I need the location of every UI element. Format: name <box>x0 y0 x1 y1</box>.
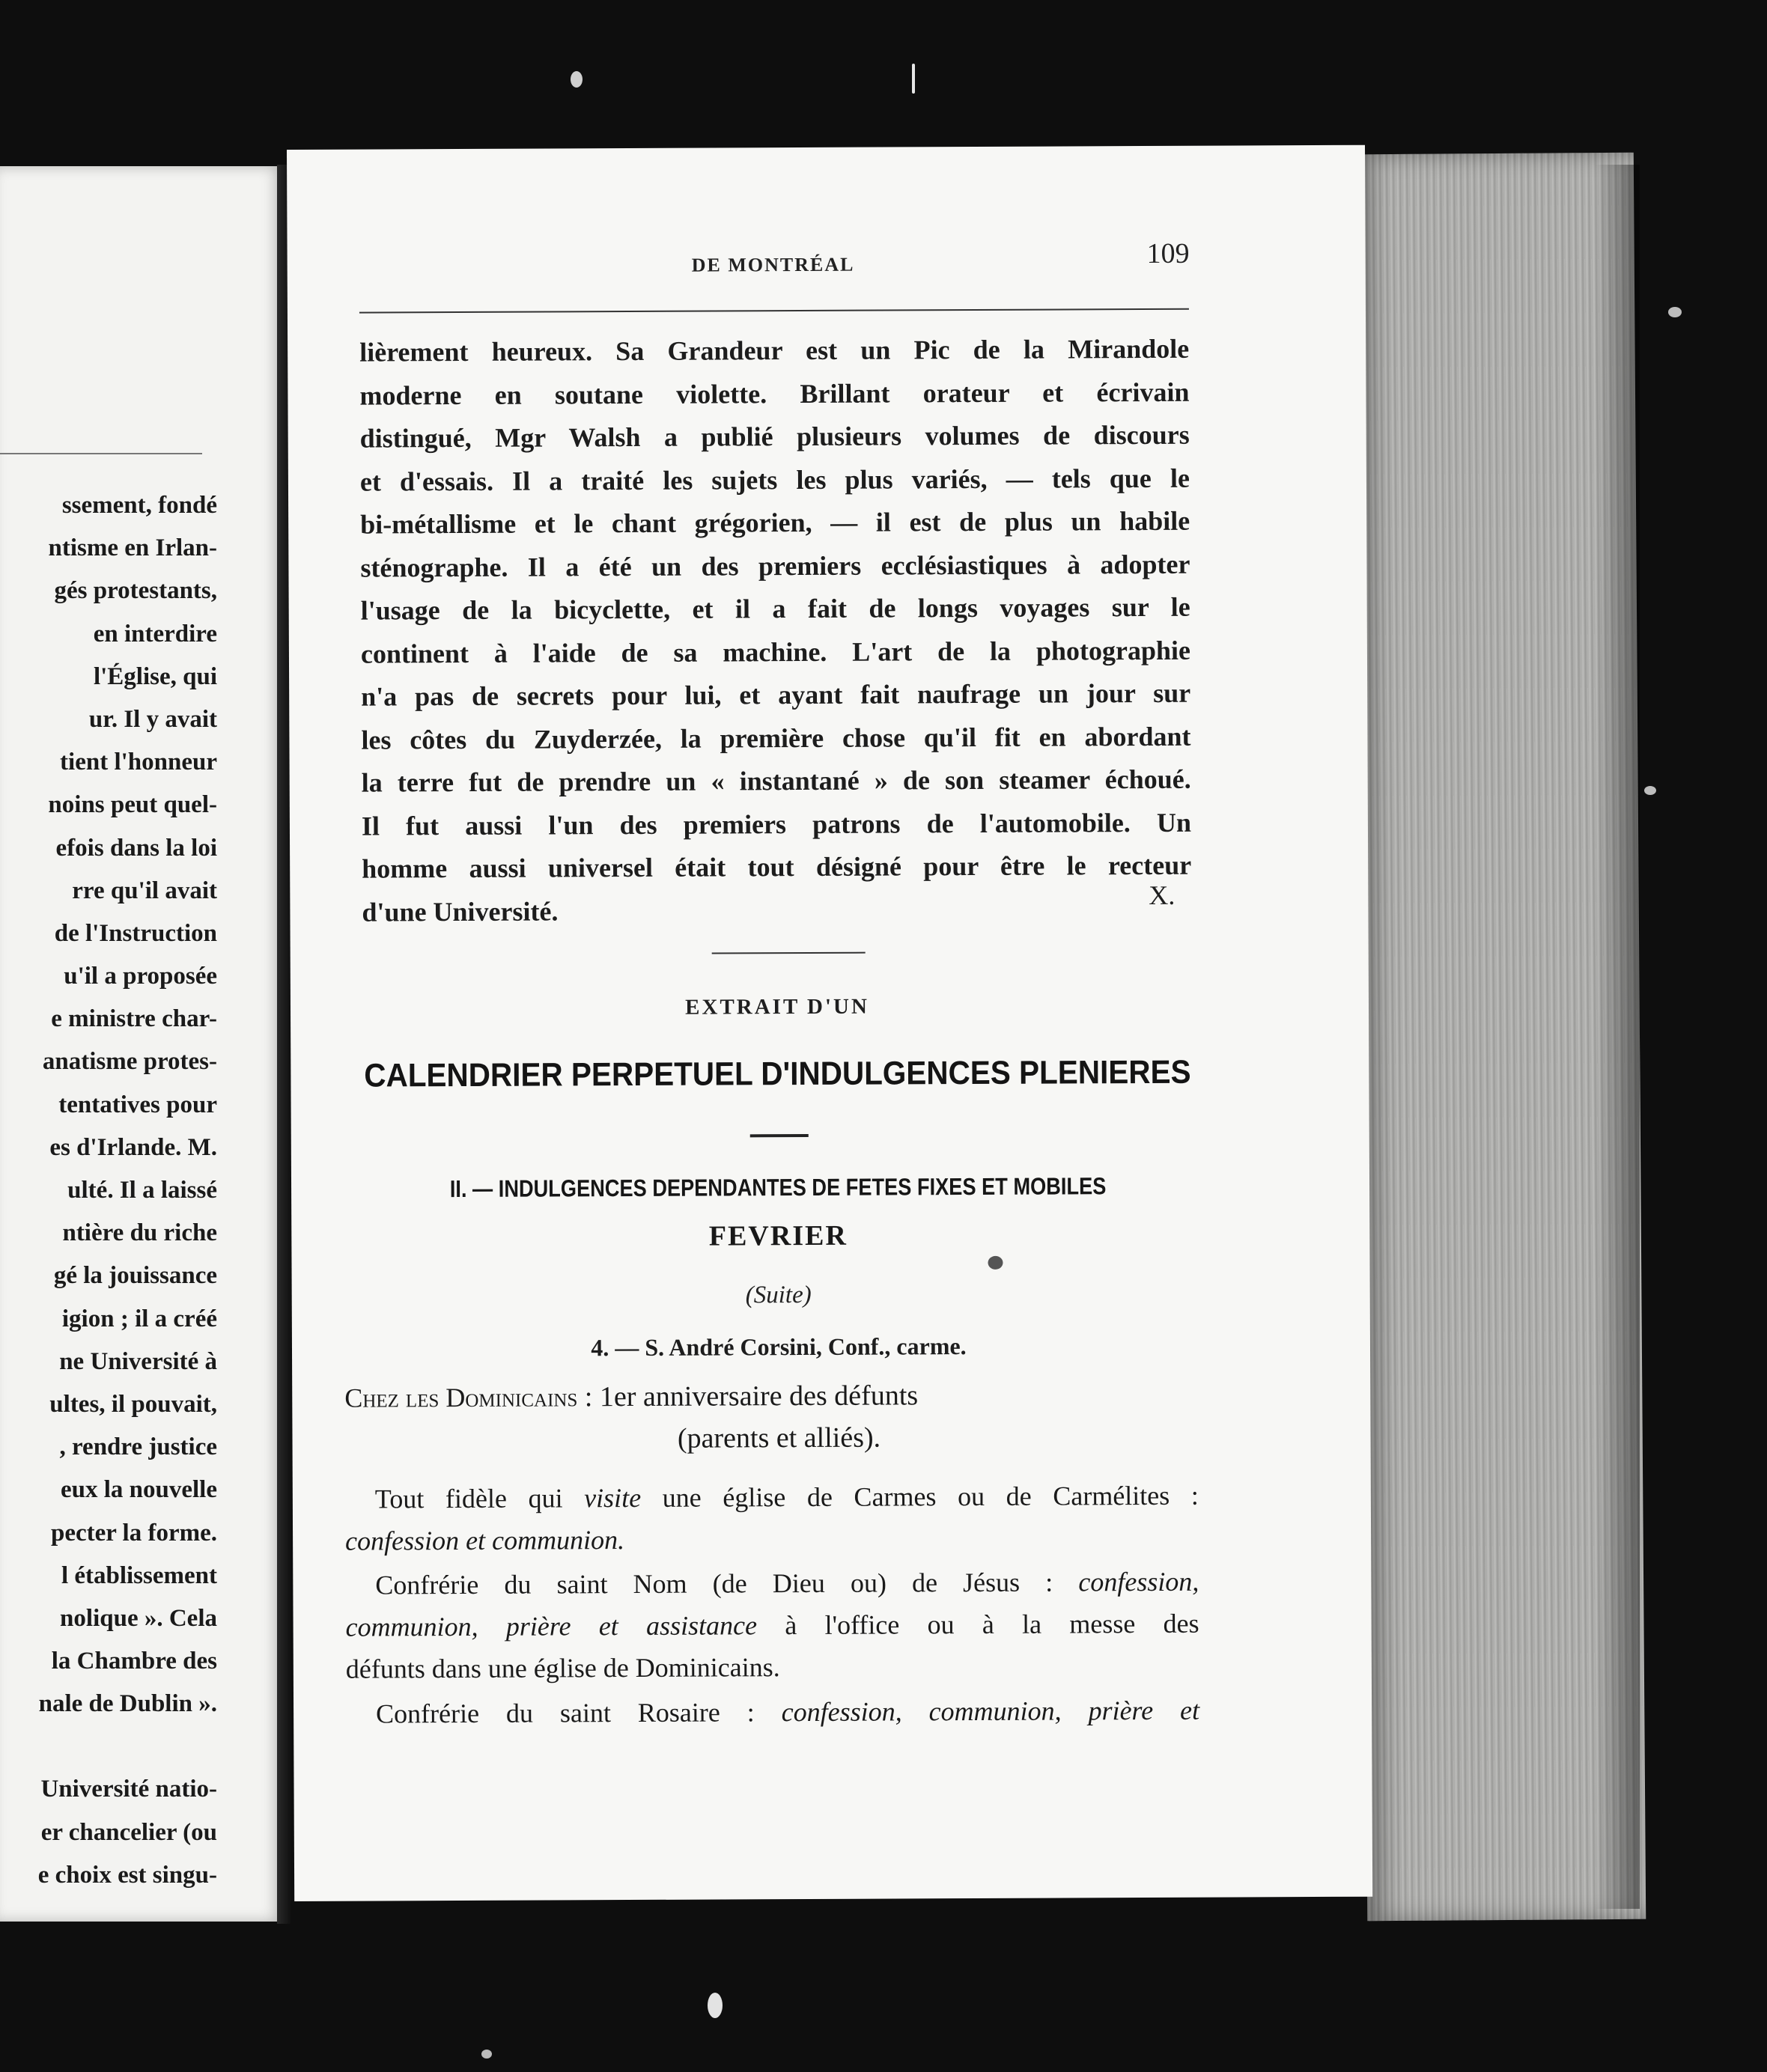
right-page <box>287 145 1372 1901</box>
left-page <box>0 166 283 1922</box>
paragraph-rosaire <box>346 1689 1199 1735</box>
left-line: , rendre justice <box>59 1433 217 1461</box>
text-run-italic: communion, prière et assistance <box>345 1610 758 1642</box>
left-line: ntière du riche <box>62 1219 217 1247</box>
paragraph-line <box>345 1475 1199 1520</box>
left-page-rule <box>0 453 202 454</box>
body-line: sténographe. Il a été un des premiers ecclésiastiques à adopter <box>360 549 1190 583</box>
left-line: nale de Dublin ». <box>38 1690 217 1718</box>
extract-heading: EXTRAIT D'UN <box>685 994 869 1020</box>
continued-note: (Suite) <box>745 1281 812 1309</box>
body-line: l'usage de la bicyclette, et il a fait de longs voyages sur le <box>360 591 1190 626</box>
dust-speck <box>912 64 915 94</box>
header-rule <box>359 308 1189 314</box>
text-run-italic: confession, communion, prière et <box>781 1695 1200 1728</box>
running-head: DE MONTRÉAL <box>691 253 855 276</box>
body-line: Il fut aussi l'un des premiers patrons de l'automobile. Un <box>361 807 1192 841</box>
dust-speck <box>571 71 583 88</box>
left-line: ne Université à <box>59 1347 217 1375</box>
feast-entry: 4. — S. André Corsini, Conf., carme. <box>591 1332 967 1362</box>
left-line: la Chambre des <box>51 1648 217 1675</box>
left-line: ntisme en Irlan- <box>48 534 217 562</box>
left-line: rre qu'il avait <box>72 877 217 904</box>
body-line: bi-métallisme et le chant grégorien, — il est de plus un habile <box>360 505 1190 540</box>
text-run: Confrérie du saint Rosaire <box>376 1697 720 1729</box>
body-line: distingué, Mgr Walsh a publié plusieurs volumes de discours <box>359 419 1190 454</box>
title-rule <box>750 1134 809 1137</box>
article-text <box>359 328 1192 934</box>
section-title: II. — INDULGENCES DEPENDANTES DE FETES FIXES ET MOBILES <box>449 1172 1107 1203</box>
paragraph-carmes <box>345 1475 1199 1562</box>
left-line: de l'Instruction <box>54 919 217 947</box>
dominicans-text: 1er anniversaire des défunts <box>599 1380 919 1413</box>
body-line-text: d'une Université. <box>362 895 559 927</box>
left-line: u'il a proposée <box>64 963 217 990</box>
book-edge-shadow <box>1595 165 1640 1909</box>
left-line: e choix est singu- <box>37 1861 217 1889</box>
left-line: ur. Il y avait <box>88 705 217 733</box>
left-line: ulté. Il a laissé <box>67 1177 217 1204</box>
section-separator <box>712 952 866 954</box>
left-line: eux la nouvelle <box>60 1476 217 1504</box>
dominicans-colon: : <box>577 1381 600 1413</box>
text-run: Confrérie du saint Nom (de Dieu ou) de Jésus <box>375 1567 1021 1600</box>
paragraph-line <box>345 1603 1199 1648</box>
left-line: l'Église, qui <box>93 662 217 690</box>
left-line: l établissement <box>61 1561 217 1589</box>
body-line: et d'essais. Il a traité les sujets les plus variés, — tels que le <box>359 463 1190 497</box>
left-line: efois dans la loi <box>55 834 217 862</box>
month-heading: FEVRIER <box>708 1219 848 1252</box>
calendar-title: CALENDRIER PERPETUEL D'INDULGENCES PLENIERES <box>364 1053 1191 1094</box>
dust-speck <box>708 1993 723 2018</box>
left-line: ssement, fondé <box>61 492 217 519</box>
left-line: anatisme protes- <box>42 1048 217 1076</box>
ink-spot <box>988 1256 1003 1270</box>
body-line: lièrement heureux. Sa Grandeur est un Pic de la Mirandole <box>359 333 1190 368</box>
left-line: noins peut quel- <box>48 791 217 819</box>
body-line-last <box>362 880 1191 933</box>
paragraph-line: défunts dans une église de Dominicains. <box>345 1652 780 1684</box>
body-line: continent à l'aide de sa machine. L'art de la photographie <box>360 635 1191 669</box>
body-line: homme aussi universel était tout désigné pour être le recteur <box>362 850 1192 884</box>
left-line: nolique ». Cela <box>60 1604 217 1632</box>
left-line: es d'Irlande. M. <box>49 1133 217 1161</box>
dust-speck <box>481 2050 492 2059</box>
left-line: tentatives pour <box>58 1091 217 1118</box>
dominicans-line <box>344 1378 1190 1415</box>
text-run: : <box>720 1697 782 1728</box>
author-signature: X. <box>1149 880 1176 910</box>
page-number: 109 <box>1146 237 1190 269</box>
dominicans-line-2: (parents et alliés). <box>677 1422 881 1454</box>
left-line: ultes, il pouvait, <box>49 1390 217 1418</box>
left-line: gé la jouissance <box>53 1262 217 1290</box>
left-line: gés protestants, <box>54 577 217 605</box>
body-line: la terre fut de prendre un « instantané » de son steamer échoué. <box>361 764 1191 798</box>
left-line: Université natio- <box>40 1776 217 1803</box>
dominicans-label: Chez les Dominicains <box>344 1382 578 1413</box>
text-run-italic: confession, <box>1078 1566 1199 1597</box>
dust-speck <box>1644 786 1656 795</box>
text-run-italic: visite <box>584 1482 642 1514</box>
left-line: e ministre char- <box>51 1005 217 1033</box>
text-run: Tout fidèle qui <box>374 1483 585 1514</box>
left-page-text <box>38 484 217 1897</box>
body-line: n'a pas de secrets pour lui, et ayant fait naufrage un jour sur <box>361 677 1191 712</box>
paragraph-line <box>345 1561 1199 1606</box>
left-line: igion ; il a créé <box>61 1305 217 1332</box>
body-line: moderne en soutane violette. Brillant orateur et écrivain <box>359 377 1190 411</box>
dust-speck <box>1668 307 1682 317</box>
left-line: en interdire <box>93 620 217 648</box>
left-line: er chancelier (ou <box>40 1818 217 1846</box>
left-paragraph-gap <box>38 1725 217 1768</box>
body-line: les côtes du Zuyderzée, la première chose qu'il fit en abordant <box>361 721 1191 755</box>
paragraph-line: confession et communion. <box>345 1525 625 1556</box>
left-line: tient l'honneur <box>60 749 217 776</box>
text-run: une église de Carmes ou de Carmélites : <box>641 1480 1199 1513</box>
paragraph-line <box>346 1689 1199 1735</box>
text-run: : <box>1020 1567 1079 1597</box>
left-line: pecter la forme. <box>50 1519 217 1547</box>
paragraph-saint-nom <box>345 1561 1199 1690</box>
text-run: à l'office ou à la messe des <box>756 1608 1199 1641</box>
